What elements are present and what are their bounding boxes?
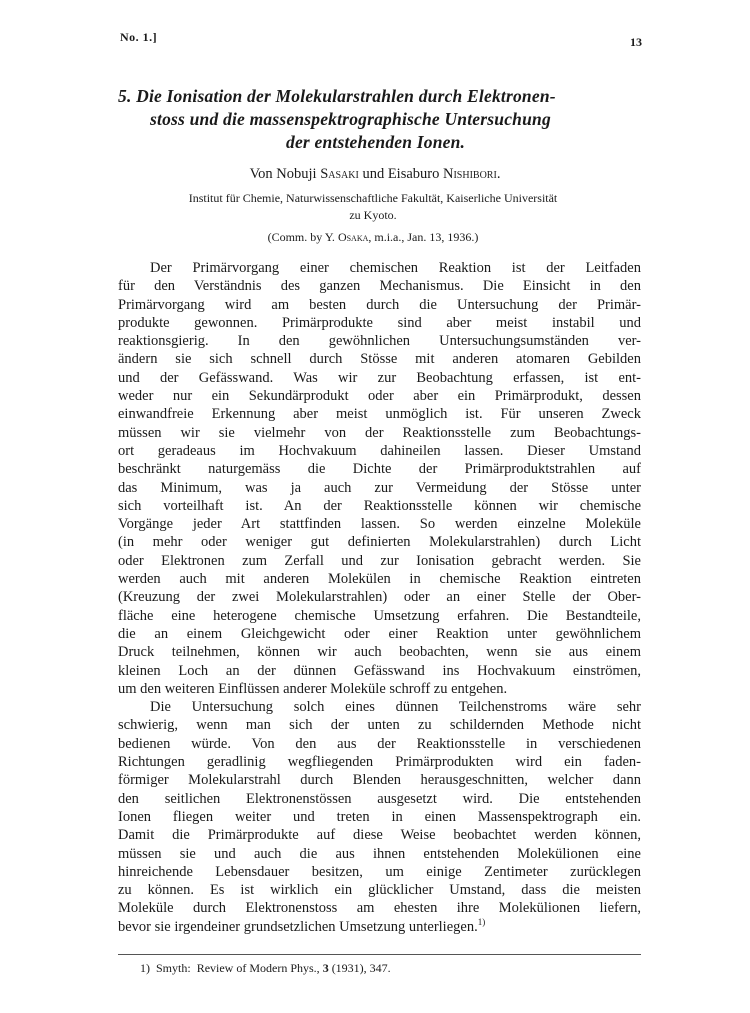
- body-line: kleinen Loch an der dünnen Gefässwand ins Hochvakuum einströmen,: [118, 662, 641, 679]
- footnote-author: Smyth:: [156, 961, 191, 975]
- title-line-2: stoss und die massenspektrographische Untersuchung: [150, 109, 551, 129]
- body-line: Der Primärvorgang einer chemischen Reaktion ist der Leitfaden: [150, 260, 641, 276]
- title-line-1: 5. Die Ionisation der Molekularstrahlen durch Elektronen-: [118, 86, 556, 106]
- body-line: bedienen würde. Von den aus der Reaktionsstelle in verschiedenen: [118, 735, 641, 752]
- body-line: das Minimum, was ja auch zur Vermeidung der Stösse unter: [118, 479, 641, 496]
- body-line: Primärvorgang wird am besten durch die Untersuchung der Primär-: [118, 296, 641, 313]
- title-line-3: der entstehenden Ionen.: [286, 132, 466, 152]
- communication-note: [118, 229, 628, 246]
- body-line: (Kreuzung der zwei Molekularstrahlen) oder an einer Stelle der Ober-: [118, 589, 641, 606]
- body-line: (in mehr oder weniger gut definierten Molekularstrahlen) durch Licht: [118, 534, 641, 551]
- article-body: [118, 259, 641, 936]
- body-line: Druck teilnehmen, können wir auch beobachten, wenn sie aus einem: [118, 644, 641, 661]
- body-line: schwierig, wenn man sich der unten zu schildernden Methode nicht: [118, 717, 641, 734]
- authors-prefix: Von Nobuji: [249, 166, 321, 182]
- body-line: und der Gefässwand. Was wir zur Beobachtung erfassen, ist ent-: [118, 369, 641, 386]
- footnote-marker: 1): [140, 961, 150, 975]
- body-line: werden auch mit anderen Molekülen in chemische Reaktion eintreten: [118, 571, 641, 588]
- body-line: hinreichende Lebensdauer besitzen, um einige Zentimeter zurücklegen: [118, 863, 641, 880]
- journal-number: No. 1.]: [120, 30, 158, 44]
- comm-prefix: (Comm. by Y.: [267, 230, 338, 244]
- body-line: Vorgänge jeder Art stattfinden lassen. So werden einzelne Moleküle: [118, 516, 641, 533]
- body-line: müssen sie und auch die aus ihnen entstehenden Molekülionen eine: [118, 845, 641, 862]
- page-number: 13: [630, 35, 642, 49]
- affiliation-line-2: zu Kyoto.: [349, 208, 397, 222]
- author1-surname: Sasaki: [320, 166, 359, 182]
- footnote-rest: (1931), 347.: [331, 961, 391, 975]
- footnote-volume: 3: [322, 961, 329, 975]
- body-line: müssen wir sie vielmehr von der Reaktionsstelle zum Beobachtungs-: [118, 424, 641, 441]
- paragraph-1: [118, 259, 641, 698]
- body-line: um den weiteren Einflüssen anderer Moleküle schroff zu entgehen.: [118, 680, 508, 697]
- footnote: [140, 960, 391, 976]
- authors-and: und Eisaburo: [358, 166, 443, 182]
- body-line: für den Verständnis des ganzen Mechanismus. Die Einsicht in den: [118, 278, 641, 295]
- body-line: Damit die Primärprodukte auf diese Weise beobachtet werden können,: [118, 827, 641, 844]
- footnote-divider: [118, 954, 641, 955]
- body-line: den seitlichen Elektronenstössen ausgesetzt wird. Die entstehenden: [118, 790, 641, 807]
- body-line: zu können. Es ist wirklich ein glücklicher Umstand, dass die meisten: [118, 882, 641, 899]
- body-line: weder nur ein Sekundärprodukt oder aber ein Primärprodukt, dessen: [118, 388, 641, 405]
- body-line: ort geradeaus im Hochvakuum dahineilen lassen. Dieser Umstand: [118, 442, 641, 459]
- body-line: Richtungen geradlinig wegfliegenden Primärprodukten wird ein faden-: [118, 754, 641, 771]
- footnote-journal: Review of Modern Phys.,: [196, 961, 320, 975]
- body-line: fläche eine heterogene chemische Umsetzung erfahren. Die Bestandteile,: [118, 607, 641, 624]
- body-line: förmiger Molekularstrahl durch Blenden herausgeschnitten, welcher dann: [118, 772, 641, 789]
- body-line: Ionen fliegen weiter und treten in einen Massenspektrograph ein.: [118, 808, 641, 825]
- author2-surname: Nishibori: [443, 166, 497, 182]
- body-line: oder Elektronen zum Zerfall und zur Ionisation gebracht werden. Sie: [118, 552, 641, 569]
- body-line: die an einem Gleichgewicht oder einer Reaktion unter gewöhnlichem: [118, 625, 641, 642]
- body-line: bevor sie irgendeiner grundsetzlichen Umsetzung unterliegen.$^{1)}$: [118, 916, 486, 935]
- comm-name: Osaka: [337, 230, 369, 244]
- paragraph-2: [118, 698, 641, 936]
- body-line: sich vorteilhaft ist. An der Reaktionsstelle können wir chemische: [118, 497, 641, 514]
- author-line: [0, 164, 750, 184]
- article-title: [118, 85, 648, 154]
- body-line: Die Untersuchung solch eines dünnen Teilchenstroms wäre sehr: [150, 699, 641, 716]
- affiliation-line-1: Institut für Chemie, Naturwissenschaftliche Fakultät, Kaiserliche Universität: [188, 191, 558, 205]
- body-line: Moleküle durch Elektronenstoss am ehesten ihre Molekülionen liefern,: [118, 900, 641, 917]
- affiliation: [118, 190, 628, 224]
- authors-suffix: .: [496, 166, 501, 182]
- body-line: beschränkt naturgemäss die Dichte der Primärproduktstrahlen auf: [118, 461, 641, 478]
- body-line: einwandfreie Erkennung aber meist unmöglich ist. Für unseren Zweck: [118, 406, 641, 423]
- comm-suffix: , m.i.a., Jan. 13, 1936.): [368, 230, 479, 244]
- body-line: produkte gewonnen. Primärprodukte sind aber meist instabil und: [118, 314, 641, 331]
- body-line: ändern sie sich schnell durch Stösse mit anderen atomaren Gebilden: [118, 351, 641, 368]
- body-line: reaktionsgierig. In den gewöhnlichen Untersuchungsumständen ver-: [118, 333, 641, 350]
- footnote-reference[interactable]: 1): [477, 916, 486, 927]
